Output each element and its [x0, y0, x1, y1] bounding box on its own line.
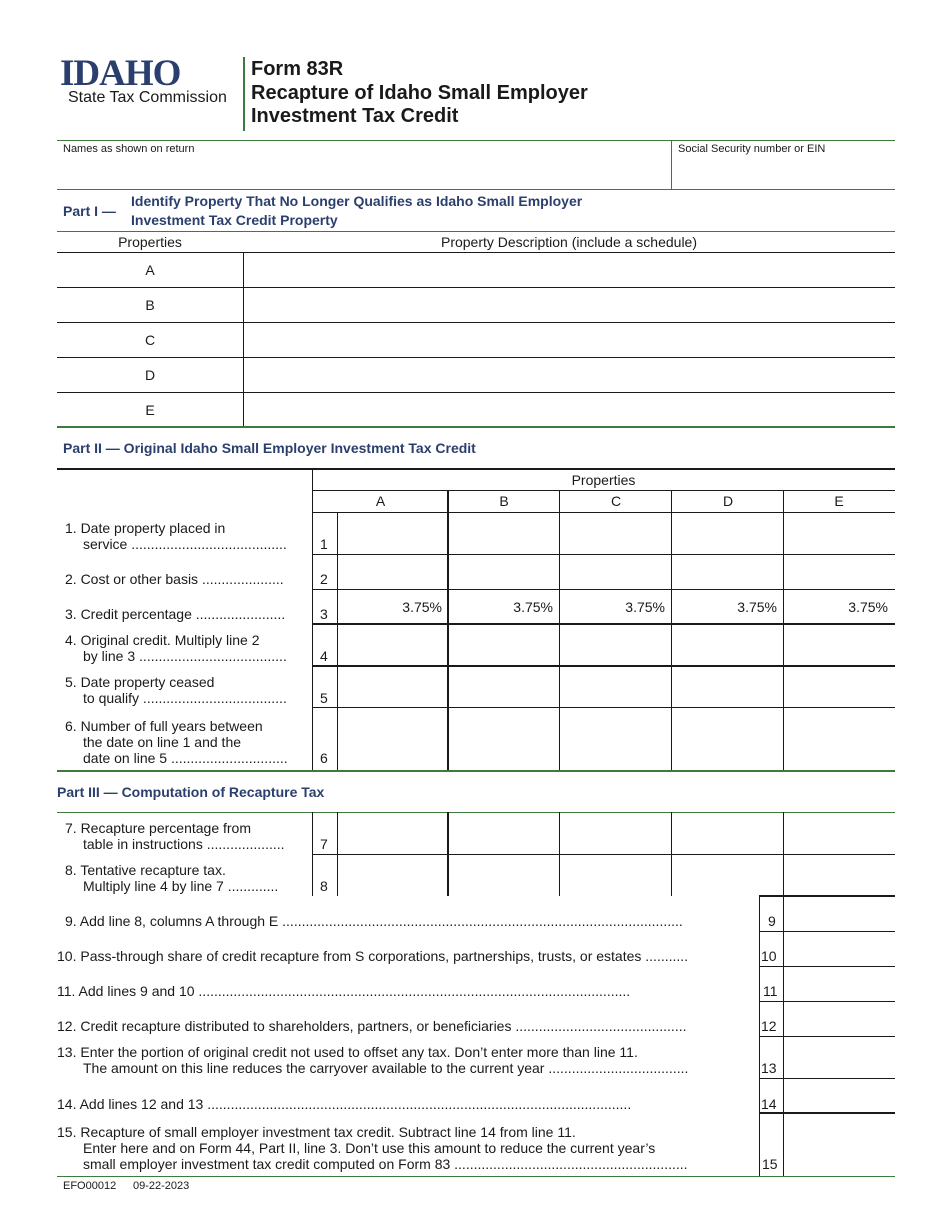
- line-5-input-c[interactable]: [566, 672, 670, 704]
- property-b-description[interactable]: [248, 291, 892, 321]
- line-4-number: 4: [320, 648, 328, 664]
- line-8-label: 8. Tentative recapture tax.: [65, 862, 226, 878]
- line-13-number: 13: [761, 1060, 777, 1076]
- part1-title-line1: Identify Property That No Longer Qualifies as Idaho Small Employer: [131, 193, 583, 209]
- line-4-label-cont: by line 3 ......................................: [83, 648, 287, 664]
- part3-title: Part III — Computation of Recapture Tax: [57, 784, 325, 800]
- names-input[interactable]: [60, 158, 669, 186]
- line-7-number: 7: [320, 836, 328, 852]
- line-5-label-cont: to qualify .....................................: [83, 690, 287, 706]
- part1-col-divider: [243, 252, 244, 427]
- rule: [57, 231, 895, 232]
- part2-properties-header: Properties: [571, 472, 636, 488]
- line-12-number: 12: [761, 1018, 777, 1034]
- names-label: Names as shown on return: [63, 143, 195, 155]
- column-header-d: D: [722, 493, 734, 509]
- rule: [313, 589, 895, 590]
- line-1-input-b[interactable]: [454, 520, 558, 550]
- rule: [57, 770, 895, 772]
- line-7-input-c[interactable]: [566, 818, 670, 850]
- rule: [57, 426, 895, 428]
- line-8-input-e[interactable]: [790, 860, 894, 892]
- rule: [759, 1036, 895, 1037]
- property-e-description[interactable]: [248, 396, 892, 426]
- part2-title: Part II — Original Idaho Small Employer Investment Tax Credit: [63, 440, 476, 456]
- line-2-input-d[interactable]: [678, 559, 782, 587]
- line-6-input-c[interactable]: [566, 716, 670, 764]
- grid-line: [783, 490, 784, 770]
- credit-percentage-b: 3.75%: [513, 599, 553, 615]
- line-6-input-e[interactable]: [790, 716, 894, 764]
- line-9-label: 9. Add line 8, columns A through E .......................................................................................................: [65, 913, 683, 929]
- part1-title-line2: Investment Tax Credit Property: [131, 212, 338, 228]
- line-11-input[interactable]: [788, 970, 894, 1000]
- rule: [57, 812, 895, 813]
- line-6-label-cont2: date on line 5 ..............................: [83, 750, 288, 766]
- line-2-input-c[interactable]: [566, 559, 670, 587]
- property-a-description[interactable]: [248, 256, 892, 286]
- line-2-label: 2. Cost or other basis .....................: [65, 571, 284, 587]
- rule: [57, 468, 895, 470]
- line-4-input-b[interactable]: [454, 630, 558, 662]
- credit-percentage-d: 3.75%: [737, 599, 777, 615]
- rule: [759, 931, 895, 932]
- line-8-input-c[interactable]: [566, 860, 670, 892]
- line-6-input-a[interactable]: [342, 716, 446, 764]
- line-12-label: 12. Credit recapture distributed to shareholders, partners, or beneficiaries ............................................: [57, 1018, 687, 1034]
- line-1-label-cont: service ........................................: [83, 536, 287, 552]
- line-3-label: 3. Credit percentage .......................: [65, 606, 286, 622]
- revision-date: 09-22-2023: [133, 1180, 190, 1192]
- line-4-label: 4. Original credit. Multiply line 2: [65, 632, 260, 648]
- line-7-input-d[interactable]: [678, 818, 782, 850]
- rule: [57, 252, 895, 253]
- divider: [671, 140, 672, 189]
- rule: [759, 1001, 895, 1002]
- line-6-label-cont: the date on line 1 and the: [83, 734, 242, 750]
- line-11-label: 11. Add lines 9 and 10 ...............................................................................................................: [57, 983, 631, 999]
- rule: [57, 189, 895, 190]
- line-15-input[interactable]: [788, 1118, 894, 1172]
- rule: [57, 357, 895, 358]
- column-header-e: E: [834, 493, 844, 509]
- line-15-label: 15. Recapture of small employer investment tax credit. Subtract line 14 from line 11.: [57, 1124, 576, 1140]
- line-1-label: 1. Date property placed in: [65, 520, 226, 536]
- line-5-input-a[interactable]: [342, 672, 446, 704]
- line-5-input-d[interactable]: [678, 672, 782, 704]
- grid-line: [447, 490, 449, 770]
- line-3-number: 3: [320, 606, 328, 622]
- line-1-input-d[interactable]: [678, 520, 782, 550]
- line-10-input[interactable]: [788, 935, 894, 965]
- line-7-input-e[interactable]: [790, 818, 894, 850]
- rule: [313, 707, 895, 708]
- line-11-number: 11: [763, 983, 778, 999]
- part1-row-label: A: [145, 262, 155, 278]
- part1-col-properties: Properties: [118, 234, 182, 250]
- line-15-label-cont2: small employer investment tax credit computed on Form 83 ............................................................: [83, 1156, 688, 1172]
- credit-percentage-a: 3.75%: [402, 599, 442, 615]
- logo-subtitle: State Tax Commission: [68, 89, 227, 106]
- line-4-input-d[interactable]: [678, 630, 782, 662]
- line-2-number: 2: [320, 571, 328, 587]
- header-divider: [243, 57, 245, 131]
- grid-line: [312, 468, 313, 770]
- line-6-input-b[interactable]: [454, 716, 558, 764]
- line-7-input-a[interactable]: [342, 818, 446, 850]
- line-10-label: 10. Pass-through share of credit recapture from S corporations, partnerships, trusts, or estates ...........: [57, 948, 689, 964]
- rule: [759, 966, 895, 967]
- rule: [759, 1112, 895, 1114]
- part1-col-description: Property Description (include a schedule): [440, 234, 697, 250]
- line-6-label: 6. Number of full years between: [65, 718, 263, 734]
- line-14-label: 14. Add lines 12 and 13 .............................................................................................................: [57, 1096, 632, 1112]
- form-title-line1: Recapture of Idaho Small Employer: [251, 82, 588, 104]
- rule: [313, 512, 895, 513]
- credit-percentage-c: 3.75%: [625, 599, 665, 615]
- line-10-number: 10: [761, 948, 777, 964]
- part1-row-label: C: [144, 332, 156, 348]
- part1-row-label: B: [145, 297, 155, 313]
- line-5-input-b[interactable]: [454, 672, 558, 704]
- part1-row-label: D: [144, 367, 156, 383]
- line-9-input[interactable]: [788, 900, 894, 930]
- form-title-line2: Investment Tax Credit: [251, 105, 459, 127]
- rule: [57, 392, 895, 393]
- rule: [759, 1078, 895, 1079]
- line-7-label-cont: table in instructions ....................: [83, 836, 285, 852]
- line-2-input-a[interactable]: [342, 559, 446, 587]
- line-13-input[interactable]: [788, 1041, 894, 1075]
- line-8-label-cont: Multiply line 4 by line 7 .............: [83, 878, 279, 894]
- rule: [57, 1176, 895, 1177]
- rule: [313, 665, 895, 667]
- grid-line: [671, 490, 672, 770]
- line-1-input-a[interactable]: [342, 520, 446, 550]
- rule: [313, 854, 895, 855]
- line-6-number: 6: [320, 750, 328, 766]
- line-14-number: 14: [761, 1096, 777, 1112]
- idaho-logo: IDAHO: [60, 53, 181, 94]
- rule: [313, 490, 895, 491]
- rule: [759, 895, 895, 897]
- line-2-input-b[interactable]: [454, 559, 558, 587]
- column-header-c: C: [610, 493, 622, 509]
- part1-label: Part I —: [63, 203, 116, 219]
- line-8-number: 8: [320, 878, 328, 894]
- rule: [313, 623, 895, 625]
- line-6-input-d[interactable]: [678, 716, 782, 764]
- line-5-label: 5. Date property ceased: [65, 674, 215, 690]
- property-d-description[interactable]: [248, 361, 892, 391]
- ssn-input[interactable]: [676, 158, 894, 186]
- form-code: EFO00012: [63, 1180, 117, 1192]
- line-14-input[interactable]: [788, 1083, 894, 1111]
- form-number: Form 83R: [251, 58, 344, 80]
- line-15-label-cont: Enter here and on Form 44, Part II, line 3. Don’t use this amount to reduce the current year’s: [83, 1140, 656, 1156]
- line-15-number: 15: [762, 1156, 778, 1172]
- ssn-label: Social Security number or EIN: [678, 143, 826, 155]
- line-4-input-c[interactable]: [566, 630, 670, 662]
- line-8-input-d[interactable]: [678, 860, 782, 892]
- line-9-number: 9: [768, 913, 776, 929]
- line-4-input-e[interactable]: [790, 630, 894, 662]
- line-1-input-c[interactable]: [566, 520, 670, 550]
- line-7-input-b[interactable]: [454, 818, 558, 850]
- rule: [313, 554, 895, 555]
- line-13-label: 13. Enter the portion of original credit not used to offset any tax. Don’t enter more than line 11.: [57, 1044, 638, 1060]
- line-8-input-b[interactable]: [454, 860, 558, 892]
- line-1-number: 1: [320, 536, 328, 552]
- column-header-b: B: [499, 493, 509, 509]
- rule: [57, 140, 895, 141]
- line-8-input-a[interactable]: [342, 860, 446, 892]
- grid-line: [559, 490, 560, 770]
- credit-percentage-e: 3.75%: [848, 599, 888, 615]
- line-2-input-e[interactable]: [790, 559, 894, 587]
- line-13-label-cont: The amount on this line reduces the carryover available to the current year ....................................: [83, 1060, 689, 1076]
- part1-row-label: E: [145, 402, 155, 418]
- line-7-label: 7. Recapture percentage from: [65, 820, 251, 836]
- line-5-number: 5: [320, 690, 328, 706]
- line-5-input-e[interactable]: [790, 672, 894, 704]
- column-header-a: A: [375, 493, 386, 509]
- property-c-description[interactable]: [248, 326, 892, 356]
- grid-line: [337, 512, 338, 770]
- line-12-input[interactable]: [788, 1005, 894, 1035]
- rule: [57, 287, 895, 288]
- line-1-input-e[interactable]: [790, 520, 894, 550]
- rule: [57, 322, 895, 323]
- line-4-input-a[interactable]: [342, 630, 446, 662]
